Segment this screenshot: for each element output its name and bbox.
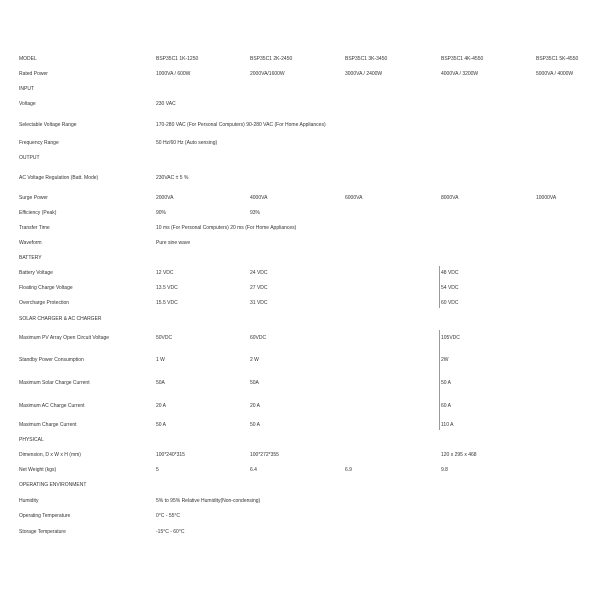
overcharge-label: Overcharge Protection <box>19 300 70 306</box>
net-weight-value: 6.9 <box>345 467 352 473</box>
surge-power-value: 10000VA <box>536 195 557 201</box>
model-name: BSP35C1 3K-3450 <box>345 56 388 62</box>
storage-temp-label: Storage Temperature <box>19 529 66 535</box>
model-name: BSP35C1 1K-1250 <box>156 56 199 62</box>
humidity-value: 5% to 95% Relative Humidity(Non-condensing) <box>156 498 261 504</box>
floating-charge-label: Floating Charge Voltage <box>19 285 73 291</box>
solar-current-value: 50A <box>156 380 165 386</box>
dimension-value: 100*240*315 <box>156 452 185 458</box>
rated-power-value: 1000VA / 600W <box>156 71 191 77</box>
humidity-label: Humidity <box>19 498 39 504</box>
efficiency-value: 90% <box>156 210 167 216</box>
overcharge-value: 60 VDC <box>441 300 459 306</box>
operating-temp-value: 0°C - 55°C <box>156 513 181 519</box>
ac-current-value: 60 A <box>441 403 452 409</box>
frequency-range-label: Frequency Range <box>19 140 59 146</box>
ac-current-value: 20 A <box>156 403 167 409</box>
pv-voltage-value: 105VDC <box>441 335 460 341</box>
surge-power-value: 8000VA <box>441 195 459 201</box>
battery-voltage-value: 12 VDC <box>156 270 174 276</box>
max-charge-current-value: 50 A <box>250 422 261 428</box>
transfer-time-label: Transfer Time <box>19 225 50 231</box>
net-weight-value: 5 <box>156 467 159 473</box>
section-heading-input: INPUT <box>19 86 34 92</box>
rated-power-value: 4000VA / 3200W <box>441 71 479 77</box>
model-label: MODEL <box>19 56 37 62</box>
overcharge-value: 31 VDC <box>250 300 268 306</box>
standby-power-value: 2W <box>441 357 449 363</box>
battery-voltage-label: Battery Voltage <box>19 270 53 276</box>
transfer-time-value: 10 ms (For Personal Computers) 20 ms (For Home Appliances) <box>156 225 297 231</box>
floating-charge-value: 54 VDC <box>441 285 459 291</box>
column-divider <box>439 266 440 308</box>
model-name: BSP35C1 5K-4550 <box>536 56 579 62</box>
waveform-label: Waveform <box>19 240 42 246</box>
efficiency-label: Efficiency (Peak) <box>19 210 57 216</box>
model-name: BSP35C1 4K-4550 <box>441 56 484 62</box>
column-divider <box>439 330 440 430</box>
efficiency-value: 93% <box>250 210 261 216</box>
input-voltage-label: Voltage <box>19 101 36 107</box>
ac-regulation-value: 230VAC ± 5 % <box>156 175 189 181</box>
pv-voltage-value: 50VDC <box>156 335 173 341</box>
input-voltage-value: 230 VAC <box>156 101 176 107</box>
rated-power-value: 5000VA / 4000W <box>536 71 574 77</box>
storage-temp-value: -15°C - 60°C <box>156 529 185 535</box>
standby-power-value: 1 W <box>156 357 165 363</box>
net-weight-value: 9.8 <box>441 467 448 473</box>
battery-voltage-value: 24 VDC <box>250 270 268 276</box>
waveform-value: Pure sine wave <box>156 240 191 246</box>
pv-voltage-label: Maximum PV Array Open Circuit Voltage <box>19 335 110 341</box>
net-weight-label: Net Weight (kgs) <box>19 467 57 473</box>
solar-current-value: 50A <box>250 380 259 386</box>
dimension-value: 120 x 295 x 468 <box>441 452 477 458</box>
max-charge-current-label: Maximum Charge Current <box>19 422 77 428</box>
surge-power-label: Surge Power <box>19 195 48 201</box>
section-heading-battery: BATTERY <box>19 255 42 261</box>
section-heading-solar-charger: SOLAR CHARGER & AC CHARGER <box>19 316 102 322</box>
floating-charge-value: 27 VDC <box>250 285 268 291</box>
ac-current-label: Maximum AC Charge Current <box>19 403 85 409</box>
voltage-range-label: Selectable Voltage Range <box>19 122 77 128</box>
standby-power-label: Standby Power Consumption <box>19 357 84 363</box>
ac-current-value: 20 A <box>250 403 261 409</box>
overcharge-value: 15.5 VDC <box>156 300 178 306</box>
max-charge-current-value: 50 A <box>156 422 167 428</box>
section-heading-output: OUTPUT <box>19 155 40 161</box>
surge-power-value: 2000VA <box>156 195 174 201</box>
rated-power-value: 2000VA/1600W <box>250 71 285 77</box>
rated-power-value: 3000VA / 2400W <box>345 71 383 77</box>
battery-voltage-value: 48 VDC <box>441 270 459 276</box>
dimension-value: 100*272*355 <box>250 452 279 458</box>
floating-charge-value: 13.5 VDC <box>156 285 178 291</box>
pv-voltage-value: 60VDC <box>250 335 267 341</box>
net-weight-value: 6.4 <box>250 467 257 473</box>
solar-current-label: Maximum Solar Charge Current <box>19 380 90 386</box>
operating-temp-label: Operating Temperature <box>19 513 71 519</box>
surge-power-value: 4000VA <box>250 195 268 201</box>
section-heading-physical: PHYSICAL <box>19 437 44 443</box>
dimension-label: Dimension, D x W x H (mm) <box>19 452 81 458</box>
max-charge-current-value: 110 A <box>441 422 454 428</box>
ac-regulation-label: AC Voltage Regulation (Batt. Mode) <box>19 175 99 181</box>
section-heading-environment: OPERATING ENVIRONMENT <box>19 482 87 488</box>
rated-power-label: Rated Power <box>19 71 48 77</box>
frequency-range-value: 50 Hz/60 Hz (Auto sensing) <box>156 140 218 146</box>
model-name: BSP35C1 2K-2450 <box>250 56 293 62</box>
standby-power-value: 2 W <box>250 357 259 363</box>
surge-power-value: 6000VA <box>345 195 363 201</box>
solar-current-value: 50 A <box>441 380 452 386</box>
voltage-range-value: 170-280 VAC (For Personal Computers) 90-280 VAC (For Home Appliances) <box>156 122 326 128</box>
